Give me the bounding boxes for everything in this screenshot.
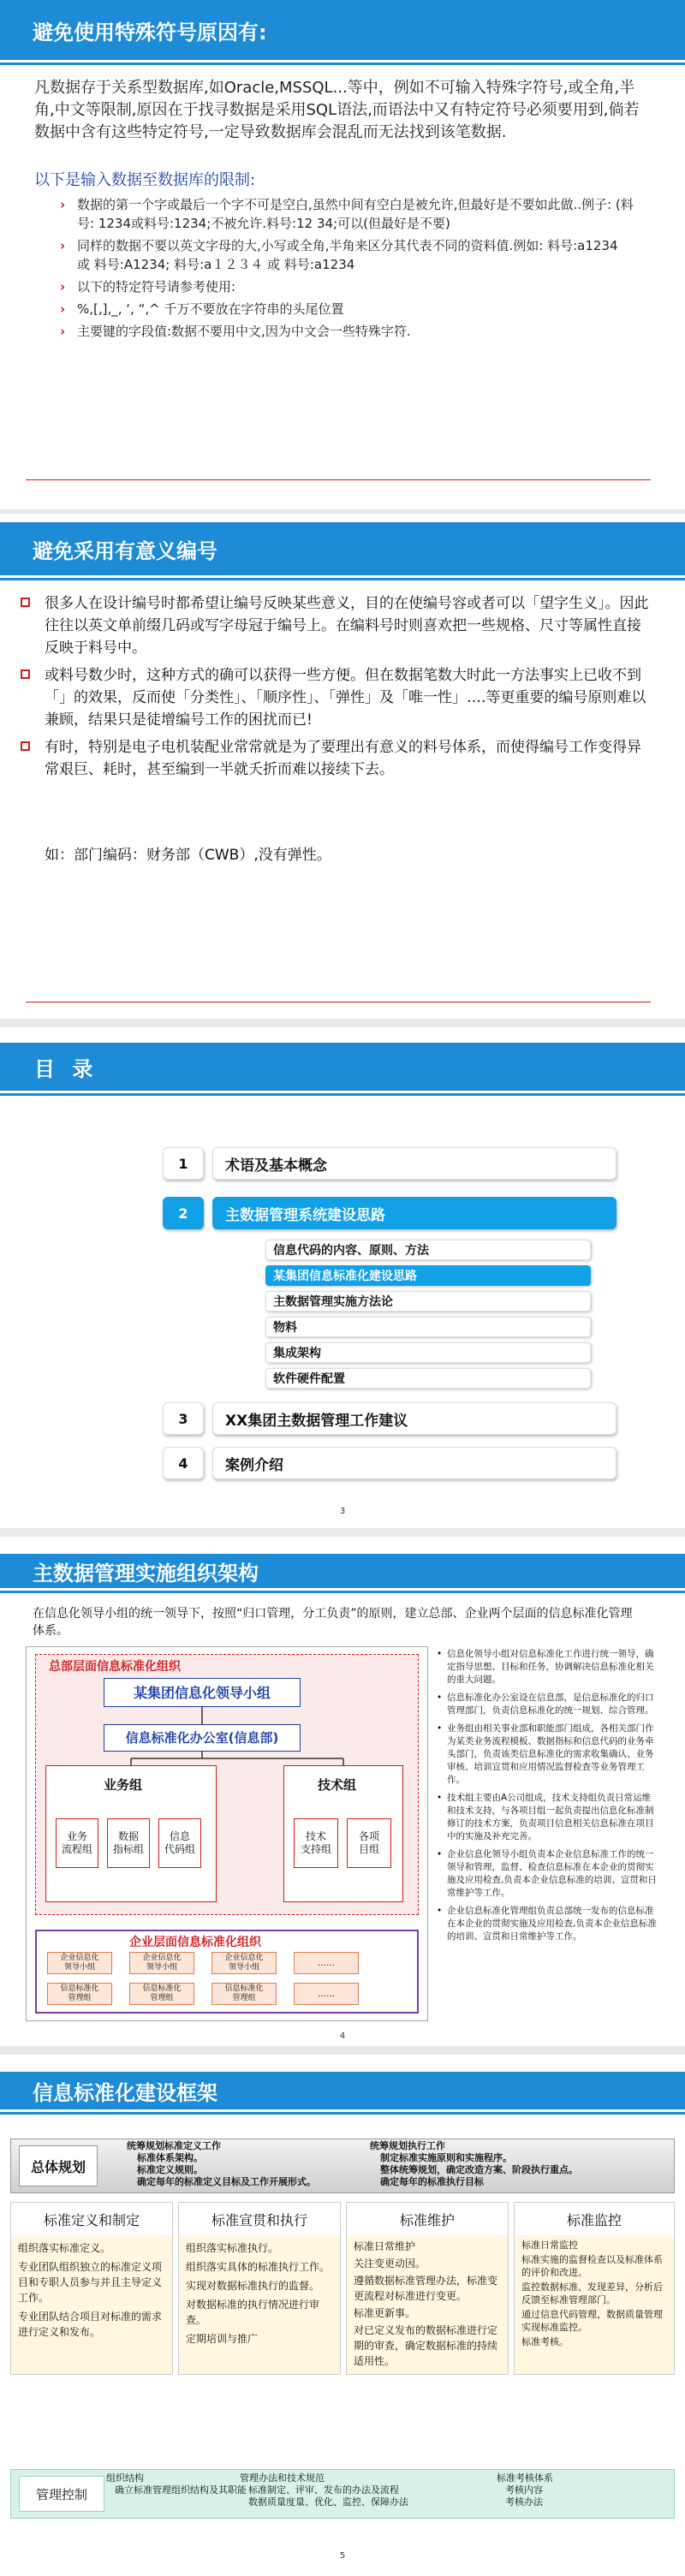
overall-left-item: 标准定义规则。 bbox=[137, 2164, 203, 2175]
note-item: • 企业信息化领导小组负责本企业信息标准工作的统一领导和管理，监督、检查信息标准在本企业的贯彻实施及应用检查,负责本企业信息标准的培训、宣贯和日常维护等工作。 bbox=[437, 1848, 658, 1900]
tech-unit-box: 各项 目组 bbox=[347, 1818, 391, 1868]
note-item: • 信息化领导小组对信息标准化工作进行统一领导，确定指导思想、目标和任务，协调解决信息标准化相关的重大问题。 bbox=[437, 1648, 658, 1687]
overall-right-title: 统筹规划执行工作 bbox=[370, 2140, 445, 2151]
toc-item-1[interactable]: 术语及基本概念 bbox=[212, 1147, 616, 1180]
business-unit-box: 信息 代码组 bbox=[158, 1818, 201, 1868]
column-head: 标准维护 bbox=[347, 2203, 508, 2235]
slide-title: 目 录 bbox=[34, 1056, 98, 1081]
slide-toc bbox=[0, 1027, 685, 1528]
toc-subitem-active[interactable]: 某集团信息标准化建设思路 bbox=[265, 1265, 591, 1286]
overall-left-title: 统筹规划标准定义工作 bbox=[127, 2140, 221, 2151]
control-group-title: 管理办法和技术规范 bbox=[240, 2472, 325, 2484]
page-number: 4 bbox=[339, 2032, 346, 2041]
toc-subitem[interactable]: 软件硬件配置 bbox=[265, 1368, 591, 1389]
tech-unit-box: 技术 支持组 bbox=[294, 1818, 338, 1868]
leader-group-box: 某集团信息化领导小组 bbox=[104, 1678, 301, 1707]
enterprise-unit-box: 信息标准化 管理组 bbox=[47, 1983, 112, 2005]
control-group-title: 组织结构 bbox=[106, 2472, 144, 2484]
column-item: 标准日常监控 bbox=[521, 2240, 578, 2251]
column-head: 标准定义和制定 bbox=[11, 2203, 172, 2235]
toc-item-3[interactable]: XX集团主数据管理工作建议 bbox=[212, 1402, 616, 1435]
note-item: • 企业信息标准化管理组负责总部统一发布的信息标准在本企业的贯彻实施及应用检查,负责本企业信息标准的培训、宣贯和日常维护等工作。 bbox=[437, 1905, 658, 1943]
slide-title: 避免使用特殊符号原因有: bbox=[33, 20, 267, 45]
overall-planning-label-box bbox=[19, 2145, 98, 2186]
enterprise-label: 企业层面信息标准化组织 bbox=[129, 1936, 261, 1949]
list-item: › 数据的第一个字或最后一个字不可是空白,虽然中间有空白是被允许,但最好是不要如此做..例子: (料号: 1234或料号:1234;不被允许.料号:12 34;可以(但最好是不要) bbox=[51, 195, 634, 233]
toc-number-1: 1 bbox=[163, 1147, 204, 1180]
control-group-title: 标准考核体系 bbox=[497, 2472, 553, 2484]
toc-number-2: 2 bbox=[163, 1197, 204, 1229]
business-unit-box: 业务 流程组 bbox=[56, 1818, 98, 1868]
slide-title-bar bbox=[0, 1043, 685, 1091]
column-definition bbox=[10, 2202, 173, 2375]
enterprise-unit-box: 企业信息化 领导小组 bbox=[129, 1952, 194, 1974]
column-item: 标准日常维护 bbox=[354, 2240, 416, 2252]
example-text: 如：部门编码：财务部（CWB）,没有弹性。 bbox=[45, 847, 331, 864]
enterprise-unit-box: 企业信息化 领导小组 bbox=[211, 1952, 277, 1974]
overall-planning-label: 总体规划 bbox=[30, 2158, 86, 2175]
overall-right-item: 确定每年的标准执行目标 bbox=[380, 2176, 484, 2187]
page-number: 5 bbox=[339, 2551, 346, 2561]
column-item: 通过信息代码管理、数据质量管理实现标准监控。 bbox=[521, 2309, 663, 2333]
control-group-item: 数据质量度量、优化、监控、保障办法 bbox=[248, 2496, 408, 2508]
connector-lines bbox=[27, 1647, 429, 2022]
list-item: › 同样的数据不要以英文字母的大,小写或全角,半角来区分其代表不同的资料值.例如: 料号:a1234 或 料号:A1234; 料号:a１２３４ 或 料号:a1234 bbox=[51, 236, 634, 274]
page-number: 3 bbox=[339, 1507, 346, 1516]
list-item: › 以下的特定符号请参考使用: bbox=[51, 277, 634, 296]
column-body bbox=[179, 2235, 340, 2374]
column-body bbox=[11, 2235, 172, 2374]
control-group-item: 考核内容 bbox=[505, 2484, 543, 2496]
overall-left-item: 标准体系架构。 bbox=[137, 2152, 203, 2163]
column-item: 对数据标准的执行情况进行审查。 bbox=[186, 2299, 320, 2326]
column-item: 关注变更动因。 bbox=[354, 2258, 426, 2270]
column-item: 标准考核。 bbox=[521, 2336, 569, 2347]
column-maintenance bbox=[346, 2202, 509, 2375]
control-group-item: 考核办法 bbox=[505, 2496, 543, 2508]
column-item: 专业团队结合项目对标准的需求进行定义和发布。 bbox=[18, 2311, 163, 2338]
business-unit-box: 数据 指标组 bbox=[107, 1818, 150, 1868]
slide-title-bar bbox=[0, 0, 685, 60]
enterprise-unit-box: 信息标准化 管理组 bbox=[129, 1983, 194, 2005]
column-item: 实现对数据标准执行的监督。 bbox=[186, 2280, 320, 2292]
list-item: 有时，特别是电子电机装配业常常就是为了要理出有意义的料号体系，而使得编号工作变得异常艰巨、耗时，甚至编到一半就夭折而难以接续下去。 bbox=[10, 736, 649, 781]
column-item: 监控数据标准、发现差异，分析后反馈至标准管理部门。 bbox=[521, 2282, 663, 2305]
list-item: 或料号数少时，这种方式的确可以获得一些方便。但在数据笔数大时此一方法事实上已收不到「」的效果，反而使「分类性」、「顺序性」、「弹性」及「唯一性」….等更重要的编号原则难以兼顾，结果只是徒增编号工作的困扰而已! bbox=[10, 664, 649, 731]
control-group-item: 标准制定、评审、发布的办法及流程 bbox=[248, 2484, 399, 2496]
intro-paragraph: 凡数据存于关系型数据库,如Oracle,MSSQL...等中，例如不可输入特殊字符号,或全角,半角,中文等限制,原因在于找寻数据是采用SQL语法,而语法中又有特定符号必须要用到,倘若数据中含有这些特定符号,一定导致数据库会混乱而无法找到该笔数据. bbox=[34, 79, 640, 141]
column-item: 标准实施的监督检查以及标准体系的评价和改进。 bbox=[521, 2254, 663, 2278]
slide-title: 避免采用有意义编号 bbox=[33, 538, 217, 563]
column-item: 对已定义发布的数据标准进行定期的审查，确定数据标准的持续适用性。 bbox=[354, 2324, 498, 2367]
column-item: 定期培训与推广 bbox=[186, 2333, 259, 2345]
square-bullet-icon bbox=[21, 741, 30, 751]
intro-paragraph: 在信息化领导小组的统一领导下，按照“归口管理，分工负责”的原则，建立总部、企业两个层面的信息标准化管理体系。 bbox=[33, 1607, 633, 1638]
note-item: • 业务组由相关事业部和职能部门组成，各相关部门作为某类业务流程模板、数据指标和信息代码的业务牵头部门，负责该类信息标准化的需求收集确认、业务审核、培训宣贯和应用情况监督检查等业务管理工作。 bbox=[437, 1722, 658, 1787]
list-item: 很多人在设计编号时都希望让编号反映某些意义，目的在使编号容或者可以「望字生义」。因此往往以英文单前缀几码或写字母冠于编号上。在编料号时则喜欢把一些规格、尺寸等属性直接反映于料号中。 bbox=[10, 592, 649, 659]
point-list bbox=[10, 592, 649, 786]
square-bullet-icon bbox=[21, 598, 30, 607]
control-label-box bbox=[19, 2476, 104, 2512]
column-item: 遵循数据标准管理办法，标准变更流程对标准进行变更。 bbox=[354, 2275, 498, 2302]
slide-title: 主数据管理实施组织架构 bbox=[33, 1561, 259, 1585]
business-group-label: 业务组 bbox=[104, 1777, 143, 1793]
column-monitoring bbox=[514, 2202, 675, 2375]
slide-title-bar bbox=[0, 2072, 685, 2109]
overall-left-item: 确定每年的标准定义目标及工作开展形式。 bbox=[137, 2176, 316, 2187]
subtitle: 以下是输入数据至数据库的限制: bbox=[34, 171, 256, 189]
org-chart bbox=[26, 1646, 428, 2021]
slide-title-bar bbox=[0, 522, 685, 575]
square-bullet-icon bbox=[21, 669, 30, 679]
control-label: 管理控制 bbox=[35, 2486, 87, 2502]
note-item: • 技术组主要由A公司组成，技术支持组负责日常运维和技术支持，与各项目组一起负责提出信息化标准制修订的技术方案，负责项目信息相关信息标准在项目中的实施及补充完善。 bbox=[437, 1792, 658, 1843]
toc-number-4: 4 bbox=[163, 1447, 204, 1479]
office-box: 信息标准化办公室(信息部) bbox=[104, 1724, 301, 1752]
toc-item-4[interactable]: 案例介绍 bbox=[212, 1447, 616, 1479]
column-item: 组织落实标准执行。 bbox=[186, 2242, 279, 2254]
slide-framework bbox=[0, 2055, 685, 2576]
slide-meaningful-code bbox=[0, 514, 685, 1019]
overall-right-item: 整体统筹规划，确定改造方案、阶段执行重点。 bbox=[380, 2164, 578, 2175]
list-item: › 主要键的字段值:数据不要用中文,因为中文会一些特殊字符. bbox=[51, 322, 634, 341]
slide-org-structure bbox=[0, 1537, 685, 2046]
column-item: 专业团队组织独立的标准定义项目和专职人员参与并且主导定义工作。 bbox=[18, 2261, 163, 2304]
enterprise-unit-box: 信息标准化 管理组 bbox=[211, 1983, 277, 2005]
tech-group-label: 技术组 bbox=[318, 1777, 357, 1793]
slide-special-symbols bbox=[0, 0, 685, 509]
list-item: › %,[,],_, ‘, “,^ 千万不要放在字符串的头尾位置 bbox=[51, 300, 634, 318]
overall-right-item: 制定标准实施原则和实施程序。 bbox=[380, 2152, 512, 2163]
column-item: 标准更新事。 bbox=[354, 2307, 416, 2319]
toc-number-3: 3 bbox=[163, 1402, 204, 1435]
column-execution bbox=[178, 2202, 341, 2375]
framework-columns bbox=[10, 2202, 675, 2375]
column-head: 标准监控 bbox=[515, 2203, 674, 2235]
column-body bbox=[515, 2235, 674, 2374]
toc-subitem[interactable]: 主数据管理实施方法论 bbox=[265, 1291, 591, 1312]
enterprise-unit-box: …… bbox=[294, 1952, 359, 1974]
toc-subitem[interactable]: 信息代码的内容、原则、方法 bbox=[265, 1240, 591, 1260]
enterprise-unit-box: …… bbox=[294, 1983, 359, 2005]
org-notes bbox=[437, 1648, 658, 1948]
toc-item-2[interactable]: 主数据管理系统建设思路 bbox=[212, 1197, 616, 1229]
column-item: 组织落实标准定义。 bbox=[18, 2242, 111, 2254]
divider bbox=[26, 479, 651, 480]
slide-title: 信息标准化建设框架 bbox=[33, 2080, 217, 2105]
hq-label: 总部层面信息标准化组织 bbox=[49, 1660, 181, 1674]
column-body bbox=[347, 2235, 508, 2374]
enterprise-unit-box: 企业信息化 领导小组 bbox=[47, 1952, 112, 1974]
column-item: 组织落实具体的标准执行工作。 bbox=[186, 2261, 331, 2273]
control-group-item: 确立标准管理组织结构及其职能 bbox=[115, 2484, 247, 2496]
slide-title-bar bbox=[0, 1554, 685, 1588]
note-item: • 信息标准化办公室设在信息部，是信息标准化的归口管理部门，负责信息标准化的统一规划、综合管理。 bbox=[437, 1692, 658, 1717]
toc-subitem[interactable]: 物料 bbox=[265, 1317, 591, 1337]
toc-subitem[interactable]: 集成架构 bbox=[265, 1342, 591, 1363]
restriction-list bbox=[51, 195, 634, 344]
column-head: 标准宣贯和执行 bbox=[179, 2203, 340, 2235]
